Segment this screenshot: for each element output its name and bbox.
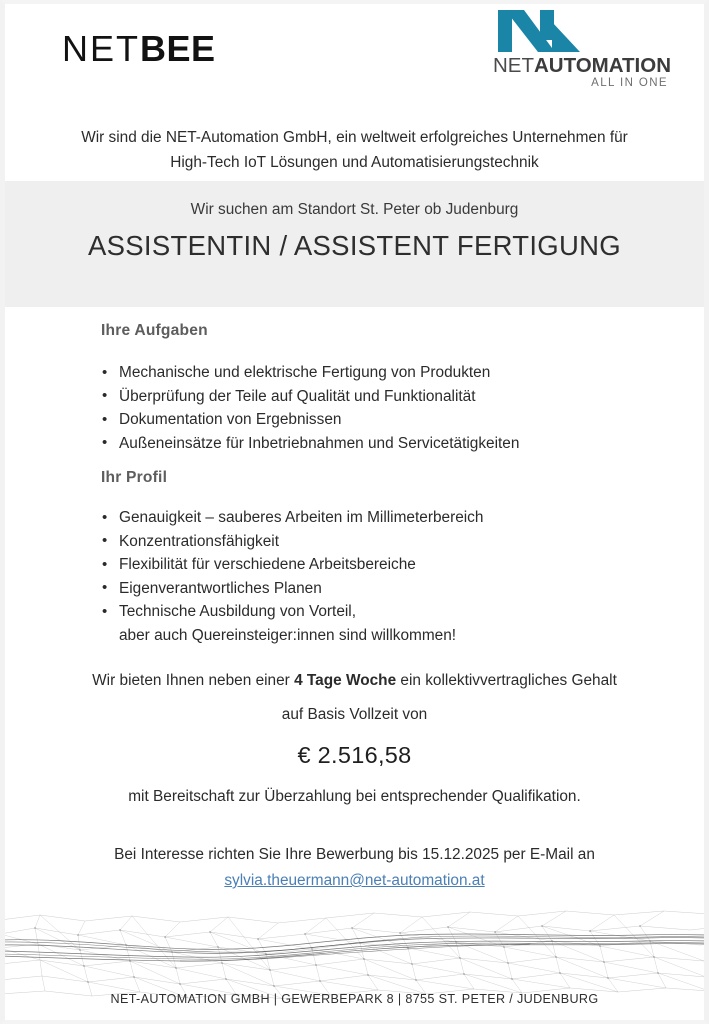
netautomation-logo — [492, 8, 672, 92]
list-item: • Flexibilität für verschiedene Arbeitsbereiche — [101, 553, 661, 577]
netautomation-tagline: ALL IN ONE — [591, 77, 668, 89]
content-body — [0, 307, 709, 904]
job-location-subtitle: Wir suchen am Standort St. Peter ob Judenburg — [190, 201, 519, 218]
list-item-line-2: aber auch Quereinsteiger:innen sind willkommen! — [119, 626, 457, 644]
na-monogram-icon — [496, 8, 582, 54]
list-item: • Dokumentation von Ergebnissen — [101, 408, 661, 432]
netautomation-word-part2: AUTOMATION — [533, 54, 672, 77]
header-logo-bar — [0, 0, 709, 108]
intro-line-2: High-Tech IoT Lösungen und Automatisierungstechnik — [170, 154, 539, 171]
contact-email-wrap — [0, 869, 709, 893]
intro-text — [26, 125, 683, 175]
section-heading-profil: Ihr Profil — [101, 469, 168, 486]
list-item-line-1: Technische Ausbildung von Vorteil, — [119, 603, 356, 620]
netbee-logo-part1: NET — [62, 28, 140, 69]
aufgaben-list — [101, 361, 661, 455]
list-item: • Außeneinsätze für Inbetriebnahmen und Servicetätigkeiten — [101, 432, 661, 456]
offer-line-1-after: ein kollektivvertragliches Gehalt — [396, 672, 617, 689]
network-mesh-graphic — [0, 904, 709, 999]
profil-list — [101, 506, 661, 647]
offer-line-1-before: Wir bieten Ihnen neben einer — [92, 672, 295, 689]
footer-section — [0, 904, 709, 1024]
netbee-logo — [62, 27, 216, 71]
section-heading-aufgaben: Ihre Aufgaben — [101, 322, 208, 339]
offer-line-3: mit Bereitschaft zur Überzahlung bei entsprechender Qualifikation. — [128, 788, 581, 805]
job-title-band — [0, 181, 709, 307]
salary-amount: € 2.516,58 — [297, 742, 412, 768]
list-item: • Eigenverantwortliches Planen — [101, 577, 661, 601]
intro-section — [0, 108, 709, 181]
netautomation-word-part1: NET — [492, 54, 534, 77]
list-item: • Konzentrationsfähigkeit — [101, 530, 661, 554]
contact-email-link[interactable]: sylvia.theuermann@net-automation.at — [224, 872, 485, 889]
netbee-logo-part2: BEE — [140, 28, 216, 69]
list-item: • Überprüfung der Teile auf Qualität und Funktionalität — [101, 385, 661, 409]
intro-line-1: Wir sind die NET-Automation GmbH, ein weltweit erfolgreiches Unternehmen für — [81, 129, 628, 146]
offer-line-2: auf Basis Vollzeit von — [281, 706, 428, 723]
job-title: ASSISTENTIN / ASSISTENT FERTIGUNG — [87, 230, 621, 261]
list-item: • Mechanische und elektrische Fertigung von Produkten — [101, 361, 661, 385]
offer-highlight-4-tage-woche: 4 Tage Woche — [294, 672, 397, 689]
list-item: • Genauigkeit – sauberes Arbeiten im Millimeterbereich — [101, 506, 661, 530]
netautomation-wordmark — [492, 54, 672, 78]
footer-address: NET-AUTOMATION GMBH | GEWERBEPARK 8 | 8755 ST. PETER / JUDENBURG — [110, 992, 599, 1006]
offer-line-1 — [0, 669, 709, 693]
contact-instruction: Bei Interesse richten Sie Ihre Bewerbung bis 15.12.2025 per E-Mail an — [114, 846, 595, 863]
list-item — [101, 600, 661, 647]
